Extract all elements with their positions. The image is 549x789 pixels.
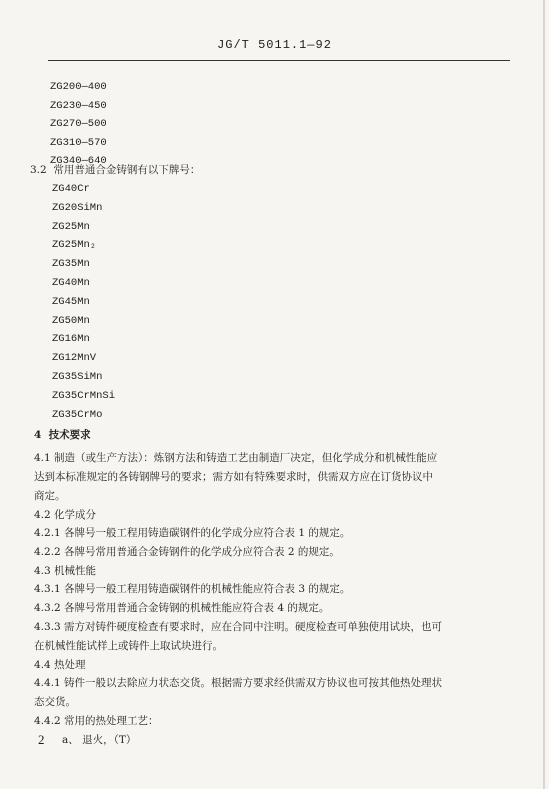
grade-item: ZG20SiMn [52, 201, 103, 214]
s4-4-1-line-1: 4.4.1 铸件一般以去除应力状态交货。根据需方要求经供需双方协议也可按其他热处理状 [34, 677, 443, 689]
s4-4-1-line-2: 态交货。 [34, 696, 76, 708]
s4-1-line-1: 4.1 制造（或生产方法）：炼钢方法和铸造工艺由制造厂决定，但化学成分和机械性能应 [34, 452, 438, 464]
grade-item: ZG40Cr [52, 183, 90, 195]
section-text: 常用普通合金铸钢有以下牌号： [53, 164, 201, 176]
section-4-2-heading: 4.2 化学成分 [34, 509, 97, 521]
grade-item: ZG310—570 [50, 136, 107, 149]
grade-item: ZG340—640 [50, 155, 107, 167]
s4-4-2: 4.4.2 常用的热处理工艺： [34, 715, 159, 727]
grade-item: ZG25Mn₂ [52, 239, 97, 252]
s4-1-line-3: 商定。 [34, 490, 66, 502]
grade-item: ZG35CrMo [52, 408, 103, 421]
section-4-3-heading: 4.3 机械性能 [34, 565, 97, 577]
grade-item: ZG200—400 [50, 81, 107, 93]
grade-item: ZG50Mn [52, 314, 90, 327]
carbon-grade-list [50, 78, 107, 171]
section-number: 3.2 [30, 164, 47, 176]
scan-edge-shadow [543, 0, 545, 789]
section-number: 4 [34, 429, 42, 441]
grade-item: ZG230—450 [50, 99, 107, 112]
alloy-grade-list [52, 180, 115, 424]
section-title: 技术要求 [48, 429, 91, 441]
grade-item: ZG16Mn [52, 333, 90, 346]
page-header: JG/T 5011.1—92 [217, 38, 332, 52]
section-3-2 [30, 161, 200, 179]
section-4-4-heading: 4.4 热处理 [34, 659, 86, 671]
header-rule [48, 60, 510, 61]
s4-3-3-line-1: 4.3.3 需方对铸件硬度检查有要求时，应在合同中注明。硬度检查可单独使用试块，也可 [34, 621, 443, 633]
s4-3-3-line-2: 在机械性能试样上或铸件上取试块进行。 [34, 640, 223, 652]
grade-item: ZG270—500 [50, 118, 107, 130]
s4-2-2: 4.2.2 各牌号常用普通合金铸钢件的化学成分应符合表 2 的规定。 [34, 546, 340, 558]
grade-item: ZG45Mn [52, 295, 90, 308]
grade-item: ZG35SiMn [52, 370, 103, 383]
s4-2-1: 4.2.1 各牌号一般工程用铸造碳钢件的化学成分应符合表 1 的规定。 [34, 527, 351, 539]
grade-item: ZG12MnV [52, 352, 97, 365]
section-4-heading [34, 426, 91, 444]
grade-item: ZG35CrMnSi [52, 389, 116, 402]
page-number: 2 [38, 732, 45, 747]
s4-3-2: 4.3.2 各牌号常用普通合金铸钢的机械性能应符合表 4 的规定。 [34, 602, 330, 614]
s4-3-1: 4.3.1 各牌号一般工程用铸造碳钢件的机械性能应符合表 3 的规定。 [34, 583, 351, 595]
grade-item: ZG25Mn [52, 220, 90, 233]
list-item-a: a、 退火，（T） [62, 734, 137, 746]
grade-item: ZG40Mn [52, 276, 90, 289]
grade-item: ZG35Mn [52, 258, 90, 271]
s4-1-line-2: 达到本标准规定的各铸钢牌号的要求；需方如有特殊要求时，供需双方应在订货协议中 [34, 471, 433, 483]
